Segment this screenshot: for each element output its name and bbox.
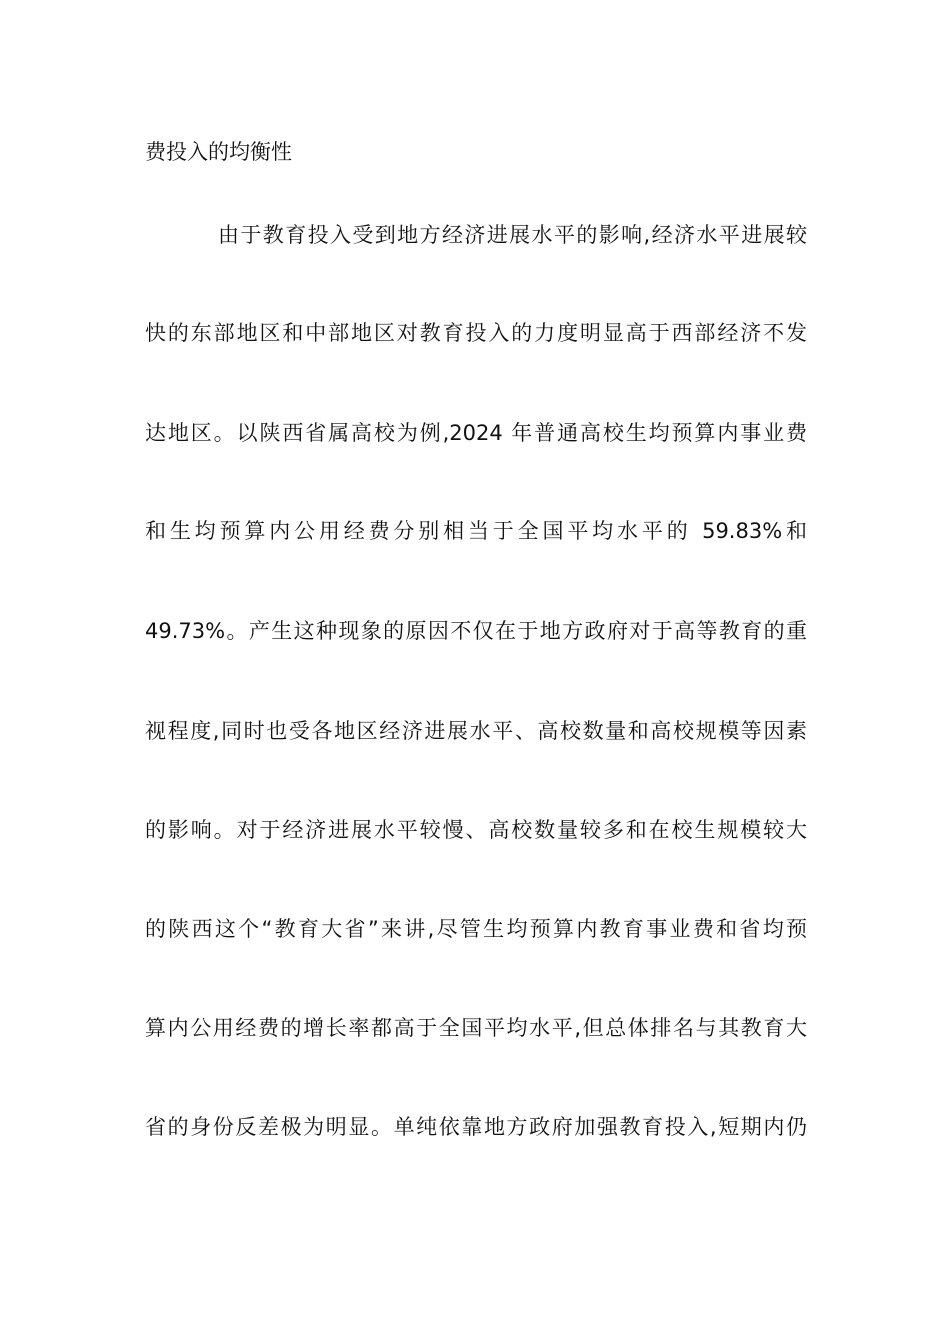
paragraph-line: 49.73%。产生这种现象的原因不仅在于地方政府对于高等教育的重 [145,619,807,643]
paragraph-line: 由于教育投入受到地方经济进展水平的影响,经济水平进展较 [218,223,807,247]
section-heading-fragment: 费投入的均衡性 [145,140,292,164]
paragraph-line: 的陕西这个“教育大省”来讲,尽管生均预算内教育事业费和省均预 [145,917,807,941]
paragraph-line: 视程度,同时也受各地区经济进展水平、高校数量和高校规模等因素 [145,719,807,743]
paragraph-line: 达地区。以陕西省属高校为例,2024 年普通高校生均预算内事业费 [145,421,807,445]
paragraph-line: 的影响。对于经济进展水平较慢、高校数量较多和在校生规模较大 [145,818,807,842]
paragraph-line: 省的身份反差极为明显。单纯依靠地方政府加强教育投入,短期内仍 [145,1115,807,1139]
paragraph-line: 快的东部地区和中部地区对教育投入的力度明显高于西部经济不发 [145,321,807,345]
paragraph-line: 和生均预算内公用经费分别相当于全国平均水平的 59.83%和 [145,519,807,543]
paragraph-line: 算内公用经费的增长率都高于全国平均水平,但总体排名与其教育大 [145,1016,807,1040]
